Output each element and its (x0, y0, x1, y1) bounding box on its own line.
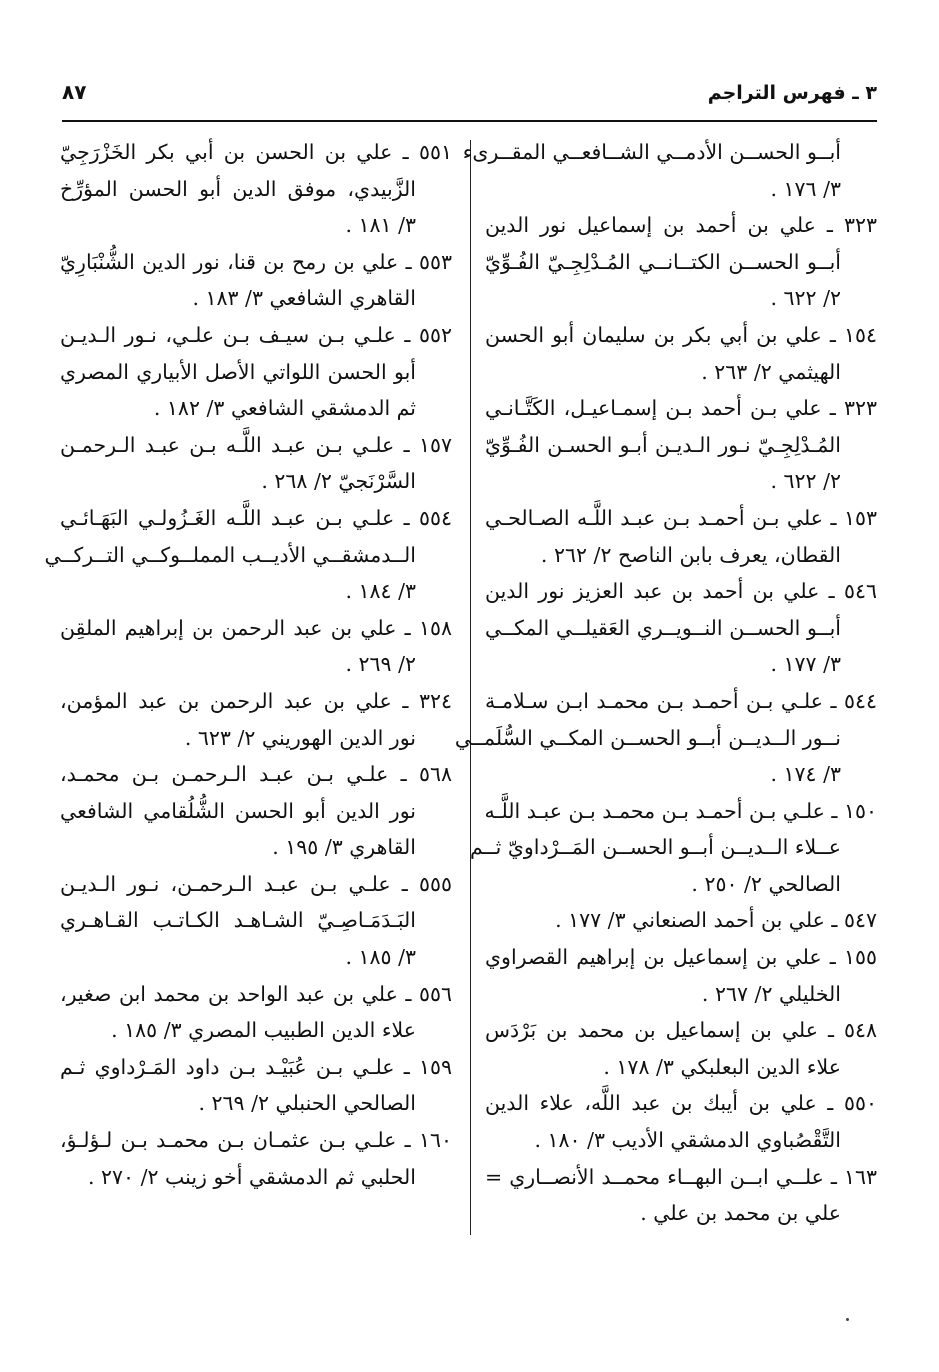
entry-line: ٥٥٣ ـ علي بن رمح بن قنا، نور الدين الشُّنْبَارِيّ (60, 249, 452, 274)
entry-line: ١٥٤ ـ علي بن أبي بكر بن سليمان أبو الحسن (485, 322, 877, 347)
stray-mark (846, 1318, 849, 1321)
entry-line: القاهري ٣/ ١٩٥ . (272, 835, 416, 860)
entry-line: القاهري الشافعي ٣/ ١٨٣ . (192, 286, 416, 311)
entry-line: ٣/ ١٨٥ . (345, 945, 416, 970)
index-entry (60, 134, 452, 244)
entry-line: ١٦٣ ـ علــي ابــن البهــاء محمــد الأنصــاري = (485, 1164, 877, 1189)
entry-line: نور الدين الهوريني ٢/ ٦٢٣ . (184, 725, 416, 750)
entry-line: ٣٢٣ ـ علي بن أحمد بن إسماعيل نور الدين (485, 213, 877, 238)
entry-line: الصالحي ٢/ ٢٥٠ . (691, 871, 841, 896)
entry-line: ٥٥٤ ـ علـي بـن عبـد اللَّـه الغَـزُولـي البَهَـائـي (60, 505, 452, 530)
entry-line: ٣/ ١٧٦ . (770, 176, 841, 201)
index-entry (485, 1159, 877, 1232)
entry-line: الزَّبيدي، موفق الدين أبو الحسن المؤرِّخ (60, 176, 416, 201)
index-entry (60, 610, 452, 683)
entry-line: علاء الدين البعلبكي ٣/ ١٧٨ . (603, 1054, 841, 1079)
entry-line: الصالحي الحنبلي ٢/ ٢٦٩ . (198, 1091, 416, 1116)
index-entry (454, 683, 877, 793)
entry-line: الــدمشقــي الأديــب المملــوكــي التــركــي (44, 542, 416, 567)
entry-line: التَّقْصُباوي الدمشقي الأديب ٣/ ١٨٠ . (534, 1128, 841, 1153)
header-rule (62, 120, 877, 122)
index-entry (60, 976, 452, 1049)
entry-line: ٣/ ١٨٤ . (345, 579, 416, 604)
index-entry (60, 1049, 452, 1122)
entry-line: ٥٥١ ـ علي بن الحسن بن أبي بكر الخَزْرَجِيّ (60, 140, 452, 164)
entry-line: ٣/ ١٧٧ . (770, 652, 841, 677)
entry-line: ١٦٠ ـ علـي بـن عثمـان بـن محمـد بـن لـؤلـؤ، (60, 1128, 452, 1153)
entry-line: ١٥٥ ـ علي بن إسماعيل بن إبراهيم القصراوي (485, 945, 877, 970)
index-entry (485, 1085, 877, 1158)
index-entry (60, 756, 452, 866)
index-entry (60, 866, 452, 976)
entry-line: الهيثمي ٢/ ٢٦٣ . (701, 359, 841, 384)
right-column (454, 134, 877, 1232)
index-entry (60, 683, 452, 756)
entry-line: ٣/ ١٧٤ . (770, 762, 841, 787)
index-entry (44, 500, 452, 610)
index-entry (60, 244, 452, 317)
entry-line: ٥٦٨ ـ علـي بـن عبـد الـرحمـن بـن محمـد، (60, 762, 452, 787)
entry-line: ٥٤٧ ـ علي بن أحمد الصنعاني ٣/ ١٧٧ . (555, 908, 877, 933)
entry-line: ٥٤٤ ـ علـي بـن أحمـد بـن محمـد ابـن سـلامـة (485, 688, 877, 713)
entry-line: ٣٢٤ ـ علي بن عبد الرحمن بن عبد المؤمن، (60, 688, 452, 713)
entry-line: نور الدين أبو الحسن الشُّلُقامي الشافعي (60, 798, 416, 823)
entry-line: المُـدْلِجِـيّ نـور الـديـن أبـو الحسـن الفُـوِّيّ (485, 432, 841, 457)
page-number: ٨٧ (62, 80, 87, 104)
index-entry (485, 500, 877, 573)
entry-line: ٥٥٦ ـ علي بن عبد الواحد بن محمد ابن صغير، (60, 981, 452, 1006)
index-entry (462, 134, 877, 207)
entry-line: ٢/ ٦٢٢ . (770, 286, 841, 311)
index-entry (485, 902, 877, 939)
entry-line: ٥٥٠ ـ علي بن أيبك بن عبد اللَّه، علاء الدين (485, 1091, 877, 1116)
header-title: ٣ ـ فهرس التراجم (707, 82, 877, 104)
entry-line: الحلبي ثم الدمشقي أخو زينب ٢/ ٢٧٠ . (87, 1164, 416, 1189)
entry-line: علاء الدين الطبيب المصري ٣/ ١٨٥ . (111, 1018, 416, 1043)
index-entry (485, 939, 877, 1012)
entry-line: ٣٢٣ ـ علي بـن أحمد بـن إسمـاعيـل، الكَتَّـانـي (485, 396, 877, 421)
entry-line: علي بن محمد بن علي . (640, 1201, 841, 1226)
entry-line: أبــو الحســن الأدمــي الشــافعــي المقــرىء (462, 140, 841, 164)
entry-line: السَّرْنَجيّ ٢/ ٢٦٨ . (261, 469, 416, 494)
left-column (44, 134, 452, 1195)
column-divider (470, 140, 471, 1235)
entry-line: ٥٤٨ ـ علي بن إسماعيل بن محمد بن بَرْدَس (485, 1018, 877, 1043)
entry-line: ١٥٣ ـ علي بـن أحمـد بـن عبـد اللَّـه الصـالحـي (485, 505, 877, 530)
index-entry (485, 573, 877, 683)
entry-line: عــلاء الــديــن أبــو الحســن المَــرْداويّ ثــم (469, 835, 841, 860)
entry-line: ٣/ ١٨١ . (345, 213, 416, 238)
index-entry (485, 317, 877, 390)
entry-line: ٢/ ٦٢٢ . (770, 469, 841, 494)
entry-line: أبو الحسن اللواتي الأصل الأبياري المصري (60, 359, 416, 384)
entry-line: البَـدَمَـاصِـيّ الشـاهـد الكـاتـب القـاهـري (60, 908, 416, 933)
index-entry (485, 207, 877, 317)
index-entry (485, 1012, 877, 1085)
running-header (62, 78, 877, 110)
entry-line: ١٥٩ ـ علـي بـن عُبَيْـد بـن داود المَـرْداوي ثـم (60, 1054, 452, 1079)
entry-line: الخليلي ٢/ ٢٦٧ . (701, 981, 841, 1006)
index-entry (60, 427, 452, 500)
entry-line: أبــو الحســن الكتــانــي المُـدْلِجِـيّ الفُـوِّيّ (485, 249, 841, 274)
entry-line: ثم الدمشقي الشافعي ٣/ ١٨٢ . (153, 396, 416, 421)
entry-line: ٥٥٥ ـ علـي بـن عبـد الـرحمـن، نـور الـديـن (60, 871, 452, 896)
entry-line: ٥٥٢ ـ علـي بـن سيـف بـن علـي، نـور الـديـن (60, 322, 452, 347)
entry-line: ٥٤٦ ـ علي بن أحمد بن عبد العزيز نور الدين (485, 579, 877, 604)
index-entry (60, 1122, 452, 1195)
entry-line: ١٥٧ ـ علـي بـن عبـد اللَّـه بـن عبـد الـرحمـن (60, 432, 452, 457)
entry-line: نــور الــديــن أبــو الحســن المكــي السُّلَمــي (454, 725, 841, 750)
entry-line: ١٥٠ ـ علـي بـن أحمـد بـن محمـد بـن عبـد اللَّـه (484, 798, 877, 823)
index-entry (60, 317, 452, 427)
entry-line: ١٥٨ ـ علي بن عبد الرحمن بن إبراهيم الملقِن (60, 615, 452, 640)
index-entry (485, 390, 877, 500)
entry-line: ٢/ ٢٦٩ . (345, 652, 416, 677)
entry-line: القطان، يعرف بابن الناصح ٢/ ٢٦٢ . (540, 542, 841, 567)
index-entry (469, 793, 877, 903)
entry-line: أبــو الحســن النــويــري العَقيلــي المكــي (485, 615, 841, 640)
